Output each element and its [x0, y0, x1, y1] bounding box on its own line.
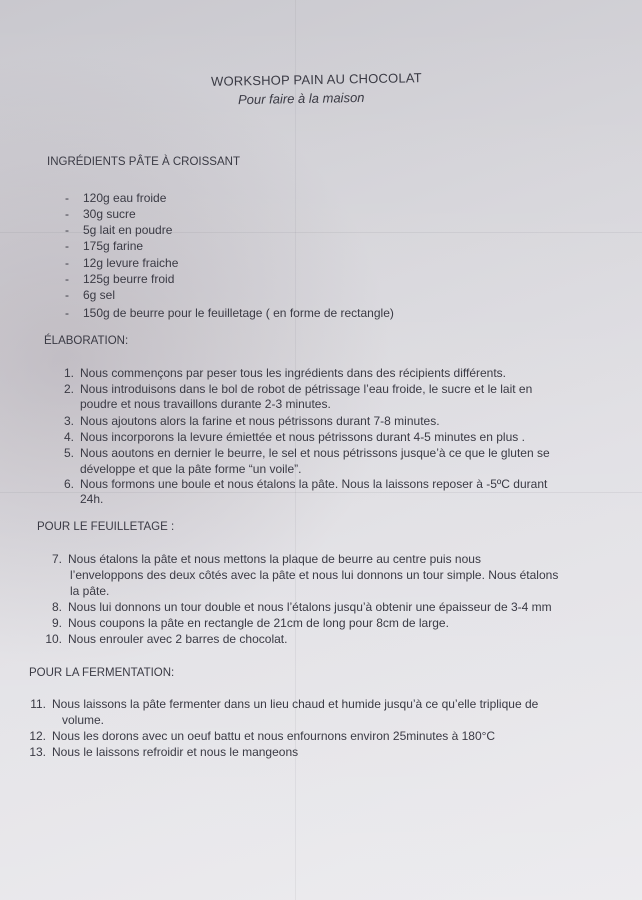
step-number: 13. — [29, 745, 46, 759]
step-text: Nous aoutons en dernier le beurre, le sel et nous pétrissons jusque’à ce que le gluten se — [80, 446, 550, 460]
step-number: 3. — [63, 414, 74, 428]
step-item — [56, 430, 525, 445]
ingredient-item: - 125g beurre froid — [65, 272, 175, 286]
step-item — [56, 477, 547, 492]
step-text-continued: la pâte. — [70, 584, 110, 598]
step-number: 12. — [29, 729, 46, 743]
ingredient-text: 12g levure fraiche — [83, 256, 179, 270]
step-text: Nous étalons la pâte et nous mettons la plaque de beurre au centre puis nous — [68, 552, 481, 566]
step-item — [44, 552, 481, 567]
ingredient-text: 175g farine — [83, 239, 144, 253]
document-subtitle: Pour faire à la maison — [237, 89, 365, 108]
step-text: Nous ajoutons alors la farine et nous pétrissons durant 7-8 minutes. — [80, 414, 440, 428]
elaboration-heading: ÉLABORATION: — [44, 335, 129, 347]
step-item — [44, 632, 287, 647]
step-text: Nous incorporons la levure émiettée et nous pétrissons durant 4-5 minutes en plus . — [80, 430, 525, 444]
step-item — [28, 745, 298, 760]
step-number: 1. — [63, 366, 74, 380]
ingredient-text: 6g sel — [83, 288, 116, 302]
ingredient-item: - 175g farine — [65, 239, 144, 253]
step-item — [44, 600, 552, 615]
step-item — [28, 729, 495, 744]
ingredient-text: 120g eau froide — [83, 191, 167, 205]
step-text-continued: 24h. — [80, 492, 104, 506]
step-text: Nous coupons la pâte en rectangle de 21cm de long pour 8cm de large. — [68, 616, 449, 630]
ingredient-item: - 30g sucre — [65, 207, 136, 221]
ingredient-text: 150g de beurre pour le feuilletage ( en forme de rectangle) — [83, 306, 394, 320]
ingredient-item: - 6g sel — [65, 288, 116, 302]
step-number: 4. — [63, 430, 74, 444]
ingredient-item: - 120g eau froide — [65, 191, 167, 205]
step-text-continued: volume. — [62, 713, 105, 727]
step-number: 9. — [51, 616, 62, 630]
ingredient-text: 5g lait en poudre — [83, 223, 173, 237]
step-text: Nous laissons la pâte fermenter dans un lieu chaud et humide jusqu’à ce qu’elle triplique de — [52, 697, 539, 711]
step-text: Nous formons une boule et nous étalons la pâte. Nous la laissons reposer à -5ºC durant — [80, 477, 548, 491]
step-text-continued: poudre et nous travaillons durante 2-3 minutes. — [80, 397, 331, 411]
step-number: 6. — [63, 477, 74, 491]
step-text: Nous introduisons dans le bol de robot de pétrissage l’eau froide, le sucre et le lait en — [80, 382, 533, 396]
step-number: 8. — [51, 600, 62, 614]
step-text: Nous enrouler avec 2 barres de chocolat. — [68, 632, 288, 646]
document-title: WORKSHOP PAIN AU CHOCOLAT — [210, 70, 422, 89]
step-item — [28, 697, 538, 712]
step-item — [56, 446, 550, 461]
ingredient-item: - 150g de beurre pour le feuilletage ( en forme de rectangle) — [65, 306, 394, 320]
ingredients-heading: INGRÉDIENTS PÂTE À CROISSANT — [47, 156, 240, 168]
step-text: Nous les dorons avec un oeuf battu et nous enfournons environ 25minutes à 180°C — [52, 729, 496, 743]
step-item — [56, 414, 440, 429]
step-number: 2. — [63, 382, 74, 396]
step-text-continued: développe et que la pâte forme “un voile”. — [80, 462, 302, 476]
step-text: Nous commençons par peser tous les ingrédients dans des récipients différents. — [80, 366, 507, 380]
feuilletage-heading: POUR LE FEUILLETAGE : — [37, 521, 175, 533]
step-number: 7. — [51, 552, 62, 566]
step-number: 11. — [30, 697, 46, 711]
step-text: Nous lui donnons un tour double et nous l’étalons jusqu’à obtenir une épaisseur de 3-4 mm — [68, 600, 552, 614]
ingredient-item: - 12g levure fraiche — [65, 256, 179, 270]
step-item — [44, 616, 449, 631]
step-item — [56, 382, 532, 397]
step-item — [56, 366, 506, 381]
step-number: 5. — [63, 446, 74, 460]
ingredient-item: - 5g lait en poudre — [65, 223, 173, 237]
step-text-continued: l’enveloppons des deux côtés avec la pâte et nous lui donnons un tour simple. Nous étalons — [70, 568, 559, 582]
fermentation-heading: POUR LA FERMENTATION: — [29, 667, 175, 679]
step-text: Nous le laissons refroidir et nous le mangeons — [52, 745, 299, 759]
ingredient-text: 125g beurre froid — [83, 272, 175, 286]
step-number: 10. — [45, 632, 62, 646]
ingredient-text: 30g sucre — [83, 207, 136, 221]
